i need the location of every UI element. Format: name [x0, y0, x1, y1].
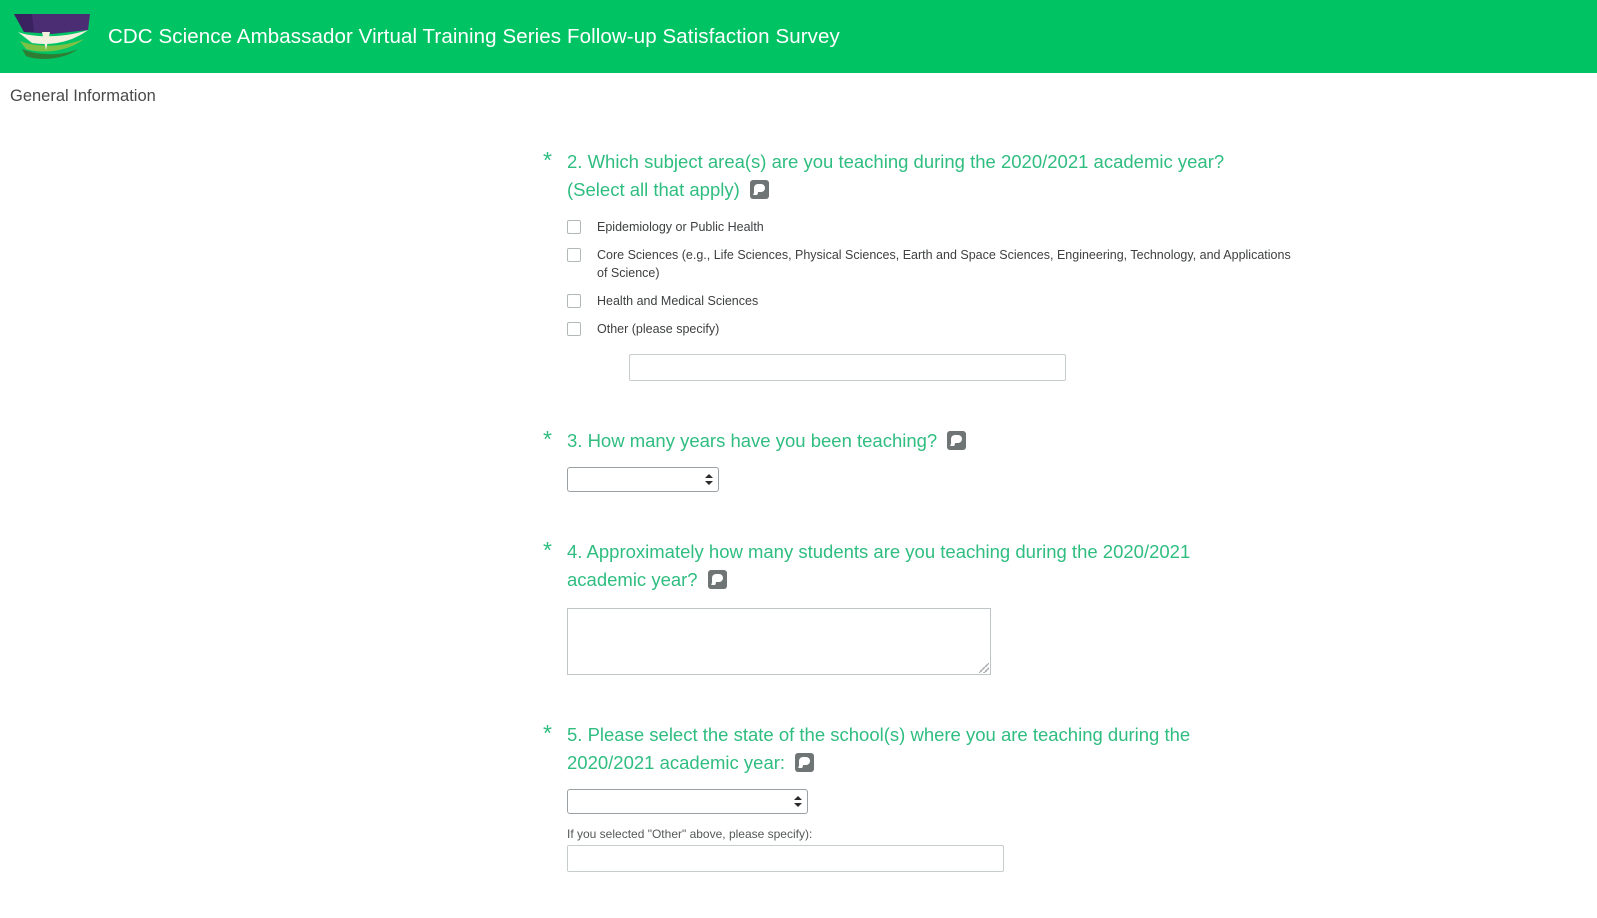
question-3-text: 3. How many years have you been teaching?	[567, 430, 938, 451]
checkbox-option-row[interactable]	[567, 320, 1305, 338]
page-header	[0, 0, 1597, 73]
tooltip-icon[interactable]	[947, 431, 966, 450]
select-arrows-icon	[793, 790, 802, 813]
question-4-text: 4. Approximately how many students are you teaching during the 2020/2021 academic year?	[567, 541, 1191, 590]
option-label: Core Sciences (e.g., Life Sciences, Physical Sciences, Earth and Space Sciences, Engineering, Technology, and Applications of Science)	[597, 248, 1291, 280]
option-label: Health and Medical Sciences	[597, 294, 759, 308]
question-5-state-select[interactable]	[567, 789, 808, 814]
question-2-title	[545, 148, 1235, 204]
option-label: Other (please specify)	[597, 322, 720, 336]
checkbox-option-row[interactable]	[567, 292, 1305, 310]
checkbox-option-row[interactable]	[567, 218, 1305, 236]
question-5-sub-label: If you selected "Other" above, please specify):	[567, 827, 813, 841]
question-block-5	[545, 721, 1305, 872]
cdc-us-map-logo	[12, 12, 92, 62]
tooltip-icon[interactable]	[750, 180, 769, 199]
question-2-text: 2. Which subject area(s) are you teaching during the 2020/2021 academic year? (Select all that apply)	[567, 151, 1225, 200]
checkbox-core-sciences[interactable]	[567, 248, 581, 262]
question-4-textarea[interactable]	[567, 608, 991, 675]
required-asterisk: *	[543, 426, 552, 452]
survey-form	[0, 106, 1597, 872]
checkbox-health-medical[interactable]	[567, 294, 581, 308]
option-label: Epidemiology or Public Health	[597, 220, 764, 234]
required-asterisk: *	[543, 720, 552, 746]
tooltip-icon[interactable]	[795, 753, 814, 772]
question-block-4	[545, 538, 1305, 675]
question-3-select[interactable]	[567, 467, 719, 492]
question-2-other-input[interactable]	[629, 354, 1066, 381]
checkbox-other[interactable]	[567, 322, 581, 336]
page-title: CDC Science Ambassador Virtual Training Series Follow-up Satisfaction Survey	[108, 24, 840, 48]
checkbox-option-row[interactable]	[567, 246, 1305, 282]
question-3-title	[545, 427, 1235, 455]
section-label: General Information	[10, 87, 156, 105]
question-block-2	[545, 148, 1305, 381]
select-arrows-icon	[704, 468, 713, 491]
question-5-other-input[interactable]	[567, 845, 1004, 872]
checkbox-epidemiology[interactable]	[567, 220, 581, 234]
tooltip-icon[interactable]	[708, 570, 727, 589]
question-5-title	[545, 721, 1235, 777]
required-asterisk: *	[543, 537, 552, 563]
question-4-title	[545, 538, 1235, 594]
required-asterisk: *	[543, 147, 552, 173]
question-2-options	[545, 218, 1305, 381]
question-block-3	[545, 427, 1305, 492]
question-5-text: 5. Please select the state of the school(s) where you are teaching during the 2020/2021 academic year:	[567, 724, 1191, 773]
